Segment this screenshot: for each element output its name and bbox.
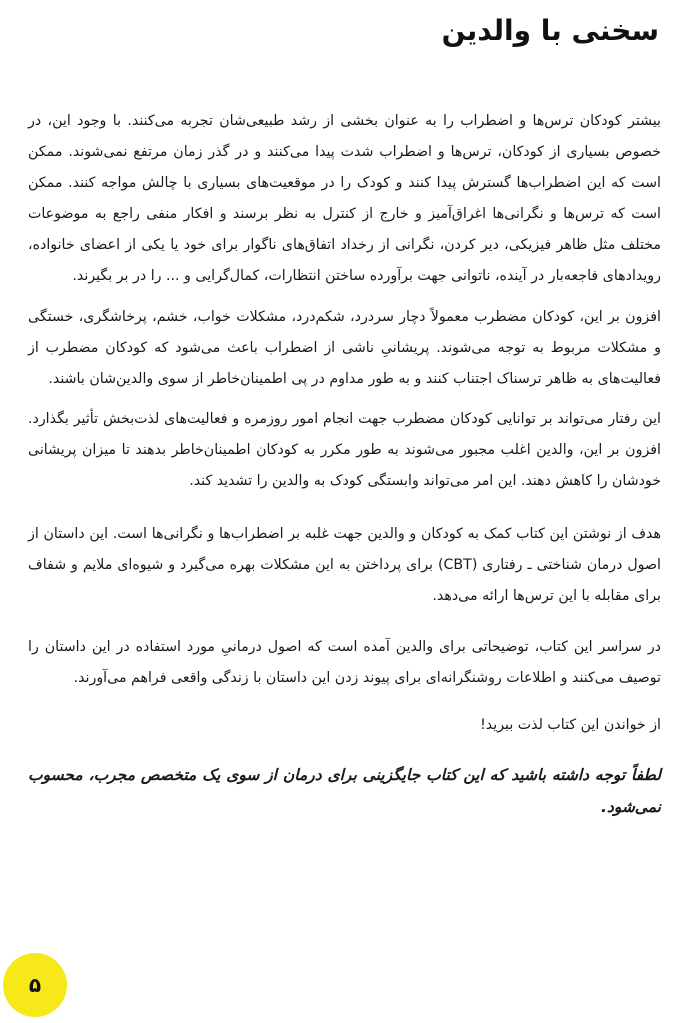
body-text bbox=[28, 106, 661, 823]
paragraph-1: بیشتر کودکان ترس‌ها و اضطراب را به عنوان بخشی از رشد طبیعی‌شان تجربه می‌کنند. با وجود این، در خصوص بسیاری از کودکان، ترس‌ها و اضطراب شدت پیدا می‌کنند و در گذر زمان مرتفع نمی‌شوند. ممکن است که این اضطراب‌ها گسترش پیدا کنند و کودک را در موقعیت‌های بسیاری با چالش مواجه کنند. ممکن است که ترس‌ها و نگرانی‌ها اغراق‌آمیز و خارج از کنترل به نظر برسند و افکار منفی راجع به موضوعات مختلف مثل ظاهر فیزیکی، دیر کردن، نگرانی از رخداد اتفاق‌های ناگوار برای خود یا یکی از اعضای خانواده، رویدادهای فاجعه‌بار در آینده، ناتوانی جهت برآورده ساختن انتظارات، کمال‌گرایی و ... را در بر بگیرند. bbox=[28, 113, 661, 284]
page-number-badge bbox=[3, 953, 67, 1017]
paragraph-4: هدف از نوشتن این کتاب کمک به کودکان و والدین جهت غلبه بر اضطراب‌ها و نگرانی‌ها است. این داستان از اصول درمان شناختی ـ رفتاری (CBT) برای پرداختن به این مشکلات بهره می‌گیرد و شیوه‌ای ملایم و شفاف برای مقابله با این ترس‌ها ارائه می‌دهد. bbox=[28, 526, 661, 604]
paragraph-2: افزون بر این، کودکان مضطرب معمولاً دچار سردرد، شکم‌درد، مشکلات خواب، خشم، پرخاشگری، خستگی و مشکلات مربوط به توجه می‌شوند. پریشانیِ ناشی از اضطراب باعث می‌شود که کودکان مضطرب از فعالیت‌های به ظاهر ترسناک اجتناب کنند و به طور مداوم در پی اطمینان‌خاطر از سوی والدین‌شان باشند. bbox=[28, 309, 661, 387]
paragraph-6: از خواندن این کتاب لذت ببرید! bbox=[480, 717, 661, 733]
page-number: ۵ bbox=[28, 973, 42, 997]
page-title: سخنی با والدین bbox=[441, 14, 659, 47]
paragraph-3: این رفتار می‌تواند بر توانایی کودکان مضطرب جهت انجام امور روزمره و فعالیت‌های لذت‌بخش تأثیر بگذارد. افزون بر این، والدین اغلب مجبور می‌شوند به طور مکرر به کودکان اطمینان‌خاطر بدهند تا میزان پریشانی خودشان را کاهش دهند. این امر می‌تواند وابستگی کودک به والدین را تشدید کند. bbox=[28, 411, 661, 489]
disclaimer-note: لطفاً توجه داشته باشید که این کتاب جایگزینی برای درمان از سوی یک متخصص مجرب، محسوب نمی‌شود. bbox=[28, 766, 661, 816]
paragraph-5: در سراسر این کتاب، توضیحاتی برای والدین آمده است که اصول درمانیِ مورد استفاده در این داستان را توصیف می‌کنند و اطلاعات روشنگرانه‌ای برای پیوند زدن این داستان با زندگی واقعی فراهم می‌آورند. bbox=[28, 639, 661, 686]
